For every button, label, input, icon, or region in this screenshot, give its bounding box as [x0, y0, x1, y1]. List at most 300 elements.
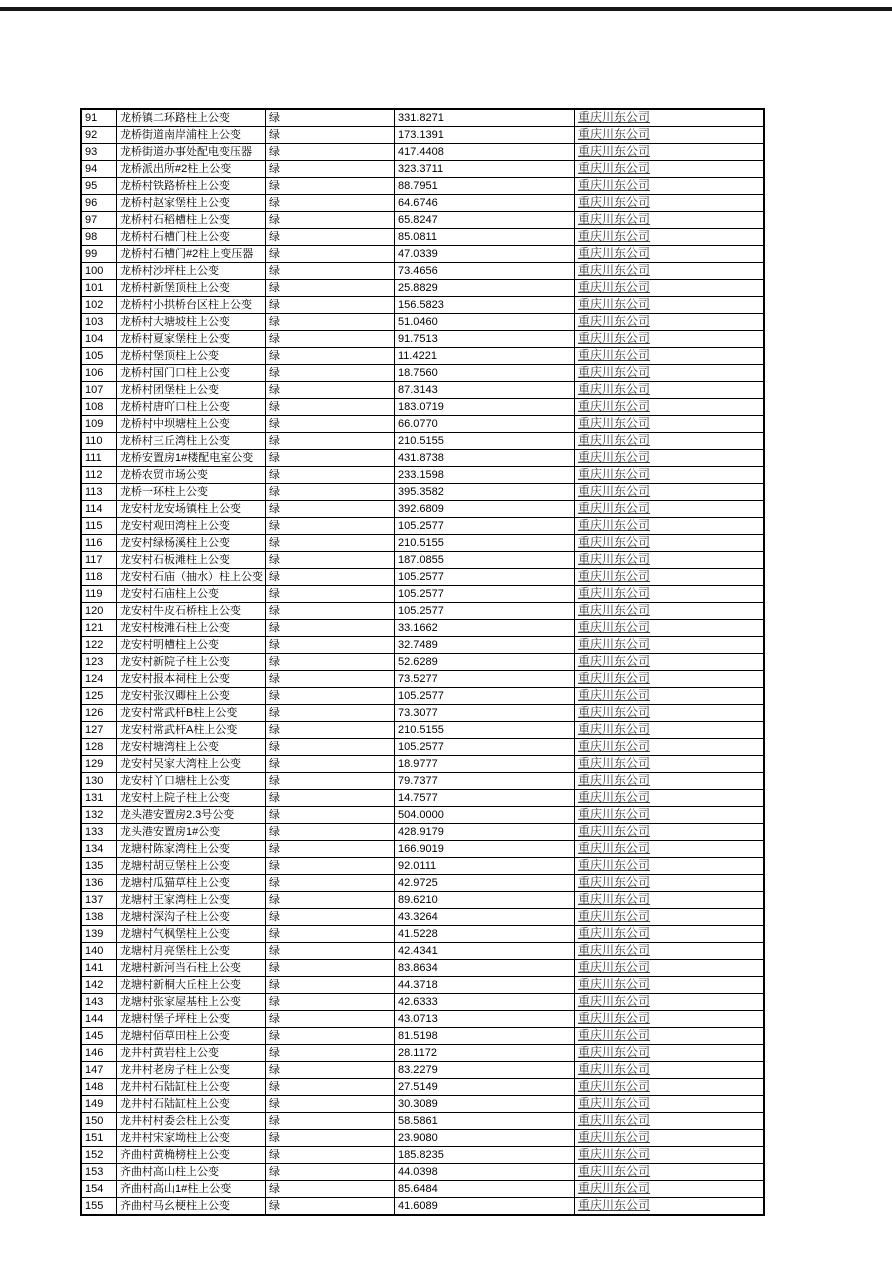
status-cell: 绿: [266, 382, 395, 399]
name-cell: 龙头港安置房1#公变: [117, 824, 266, 841]
table-row: [81, 1096, 764, 1113]
name-cell: 龙桥村国门口柱上公变: [117, 365, 266, 382]
company-link[interactable]: 重庆川东公司: [578, 127, 651, 141]
status-cell: 绿: [266, 178, 395, 195]
value-cell: 85.6484: [395, 1181, 575, 1198]
name-cell: 龙桥村夏家堡柱上公变: [117, 331, 266, 348]
status-cell: 绿: [266, 858, 395, 875]
company-link[interactable]: 重庆川东公司: [578, 1198, 651, 1212]
company-link[interactable]: 重庆川东公司: [578, 909, 651, 923]
row-number-cell: 113: [81, 484, 117, 501]
value-cell: 65.8247: [395, 212, 575, 229]
company-cell: [575, 1096, 765, 1113]
value-cell: 105.2577: [395, 586, 575, 603]
company-cell: [575, 195, 765, 212]
table-row: [81, 807, 764, 824]
row-number-cell: 103: [81, 314, 117, 331]
table-row: [81, 671, 764, 688]
status-cell: 绿: [266, 229, 395, 246]
value-cell: 42.9725: [395, 875, 575, 892]
value-cell: 47.0339: [395, 246, 575, 263]
status-cell: 绿: [266, 1198, 395, 1216]
row-number-cell: 110: [81, 433, 117, 450]
table-row: [81, 569, 764, 586]
table-row: [81, 263, 764, 280]
company-link[interactable]: 重庆川东公司: [578, 841, 651, 855]
table-row: [81, 1079, 764, 1096]
company-link[interactable]: 重庆川东公司: [578, 1181, 651, 1195]
row-number-cell: 94: [81, 161, 117, 178]
status-cell: 绿: [266, 739, 395, 756]
company-link[interactable]: 重庆川东公司: [578, 875, 651, 889]
table-row: [81, 637, 764, 654]
value-cell: 41.6089: [395, 1198, 575, 1216]
company-link[interactable]: 重庆川东公司: [578, 1045, 651, 1059]
company-link[interactable]: 重庆川东公司: [578, 501, 651, 515]
company-link[interactable]: 重庆川东公司: [578, 246, 651, 260]
row-number-cell: 106: [81, 365, 117, 382]
row-number-cell: 142: [81, 977, 117, 994]
name-cell: 龙安村梭滩石柱上公变: [117, 620, 266, 637]
value-cell: 392.6809: [395, 501, 575, 518]
value-cell: 105.2577: [395, 569, 575, 586]
row-number-cell: 107: [81, 382, 117, 399]
table-row: [81, 603, 764, 620]
company-cell: [575, 637, 765, 654]
company-link[interactable]: 重庆川东公司: [578, 807, 651, 821]
table-row: [81, 909, 764, 926]
value-cell: 28.1172: [395, 1045, 575, 1062]
row-number-cell: 93: [81, 144, 117, 161]
row-number-cell: 136: [81, 875, 117, 892]
value-cell: 417.4408: [395, 144, 575, 161]
table-row: [81, 331, 764, 348]
company-cell: [575, 756, 765, 773]
company-cell: [575, 620, 765, 637]
status-cell: 绿: [266, 892, 395, 909]
table-row: [81, 229, 764, 246]
company-cell: [575, 1079, 765, 1096]
name-cell: 龙井村宋家坳柱上公变: [117, 1130, 266, 1147]
company-link[interactable]: 重庆川东公司: [578, 773, 651, 787]
company-link[interactable]: 重庆川东公司: [578, 467, 651, 481]
name-cell: 龙桥村石槽门#2柱上变压器: [117, 246, 266, 263]
company-link[interactable]: 重庆川东公司: [578, 416, 651, 430]
status-cell: 绿: [266, 1028, 395, 1045]
name-cell: 龙安村丫口塘柱上公变: [117, 773, 266, 790]
name-cell: 龙塘村瓜猫草柱上公变: [117, 875, 266, 892]
value-cell: 27.5149: [395, 1079, 575, 1096]
status-cell: 绿: [266, 1011, 395, 1028]
company-cell: [575, 943, 765, 960]
company-cell: [575, 535, 765, 552]
company-link[interactable]: 重庆川东公司: [578, 399, 651, 413]
company-link[interactable]: 重庆川东公司: [578, 926, 651, 940]
value-cell: 187.0855: [395, 552, 575, 569]
company-cell: [575, 263, 765, 280]
table-row: [81, 1164, 764, 1181]
company-link[interactable]: 重庆川东公司: [578, 552, 651, 566]
value-cell: 41.5228: [395, 926, 575, 943]
status-cell: 绿: [266, 195, 395, 212]
company-link[interactable]: 重庆川东公司: [578, 569, 651, 583]
company-cell: [575, 705, 765, 722]
company-link[interactable]: 重庆川东公司: [578, 977, 651, 991]
company-cell: [575, 654, 765, 671]
status-cell: 绿: [266, 297, 395, 314]
name-cell: 龙安村塘湾柱上公变: [117, 739, 266, 756]
table-row: [81, 739, 764, 756]
status-cell: 绿: [266, 943, 395, 960]
table-row: [81, 127, 764, 144]
row-number-cell: 144: [81, 1011, 117, 1028]
row-number-cell: 149: [81, 1096, 117, 1113]
name-cell: 龙桥村沙坪柱上公变: [117, 263, 266, 280]
company-cell: [575, 382, 765, 399]
company-link[interactable]: 重庆川东公司: [578, 1147, 651, 1161]
company-cell: [575, 671, 765, 688]
table-row: [81, 450, 764, 467]
table-row: [81, 722, 764, 739]
table-row: [81, 790, 764, 807]
company-link[interactable]: 重庆川东公司: [578, 637, 651, 651]
company-cell: [575, 722, 765, 739]
table-row: [81, 467, 764, 484]
status-cell: 绿: [266, 1113, 395, 1130]
table-row: [81, 756, 764, 773]
status-cell: 绿: [266, 161, 395, 178]
name-cell: 龙井村老房子柱上公变: [117, 1062, 266, 1079]
status-cell: 绿: [266, 416, 395, 433]
row-number-cell: 138: [81, 909, 117, 926]
table-row: [81, 246, 764, 263]
value-cell: 43.0713: [395, 1011, 575, 1028]
company-link[interactable]: 重庆川东公司: [578, 484, 651, 498]
status-cell: 绿: [266, 263, 395, 280]
row-number-cell: 128: [81, 739, 117, 756]
name-cell: 龙安村上院子柱上公变: [117, 790, 266, 807]
value-cell: 89.6210: [395, 892, 575, 909]
name-cell: 龙桥村石槽门柱上公变: [117, 229, 266, 246]
company-cell: [575, 1011, 765, 1028]
row-number-cell: 114: [81, 501, 117, 518]
name-cell: 龙塘村张家屋基柱上公变: [117, 994, 266, 1011]
company-link[interactable]: 重庆川东公司: [578, 382, 651, 396]
company-link[interactable]: 重庆川东公司: [578, 739, 651, 753]
table-row: [81, 841, 764, 858]
value-cell: 58.5861: [395, 1113, 575, 1130]
name-cell: 龙井村石陆缸柱上公变: [117, 1096, 266, 1113]
company-cell: [575, 161, 765, 178]
name-cell: 龙安村新院子柱上公变: [117, 654, 266, 671]
value-cell: 18.9777: [395, 756, 575, 773]
table-row: [81, 620, 764, 637]
status-cell: 绿: [266, 756, 395, 773]
company-link[interactable]: 重庆川东公司: [578, 178, 651, 192]
company-link[interactable]: 重庆川东公司: [578, 535, 651, 549]
name-cell: 龙安村石板滩柱上公变: [117, 552, 266, 569]
company-link[interactable]: 重庆川东公司: [578, 1113, 651, 1127]
company-cell: [575, 365, 765, 382]
company-link[interactable]: 重庆川东公司: [578, 1028, 651, 1042]
company-cell: [575, 399, 765, 416]
company-cell: [575, 807, 765, 824]
name-cell: 龙塘村气枫堡柱上公变: [117, 926, 266, 943]
status-cell: 绿: [266, 977, 395, 994]
row-number-cell: 115: [81, 518, 117, 535]
name-cell: 龙桥村小拱桥台区柱上公变: [117, 297, 266, 314]
row-number-cell: 121: [81, 620, 117, 637]
row-number-cell: 116: [81, 535, 117, 552]
company-link[interactable]: 重庆川东公司: [578, 229, 651, 243]
table-row: [81, 195, 764, 212]
row-number-cell: 143: [81, 994, 117, 1011]
company-link[interactable]: 重庆川东公司: [578, 518, 651, 532]
company-cell: [575, 109, 765, 127]
status-cell: 绿: [266, 501, 395, 518]
value-cell: 183.0719: [395, 399, 575, 416]
company-cell: [575, 977, 765, 994]
company-link[interactable]: 重庆川东公司: [578, 705, 651, 719]
company-link[interactable]: 重庆川东公司: [578, 586, 651, 600]
company-cell: [575, 331, 765, 348]
company-cell: [575, 314, 765, 331]
name-cell: 龙桥村中坝塘柱上公变: [117, 416, 266, 433]
company-link[interactable]: 重庆川东公司: [578, 365, 651, 379]
row-number-cell: 137: [81, 892, 117, 909]
company-cell: [575, 824, 765, 841]
company-link[interactable]: 重庆川东公司: [578, 994, 651, 1008]
table-row: [81, 1147, 764, 1164]
row-number-cell: 129: [81, 756, 117, 773]
company-link[interactable]: 重庆川东公司: [578, 1079, 651, 1093]
row-number-cell: 152: [81, 1147, 117, 1164]
name-cell: 龙井村黄岩柱上公变: [117, 1045, 266, 1062]
value-cell: 504.0000: [395, 807, 575, 824]
status-cell: 绿: [266, 314, 395, 331]
name-cell: 龙井村石陆缸柱上公变: [117, 1079, 266, 1096]
value-cell: 156.5823: [395, 297, 575, 314]
row-number-cell: 96: [81, 195, 117, 212]
status-cell: 绿: [266, 773, 395, 790]
status-cell: 绿: [266, 790, 395, 807]
company-link[interactable]: 重庆川东公司: [578, 654, 651, 668]
company-link[interactable]: 重庆川东公司: [578, 1130, 651, 1144]
company-link[interactable]: 重庆川东公司: [578, 297, 651, 311]
company-link[interactable]: 重庆川东公司: [578, 756, 651, 770]
company-link[interactable]: 重庆川东公司: [578, 263, 651, 277]
table-row: [81, 926, 764, 943]
name-cell: 龙塘村新河当石柱上公变: [117, 960, 266, 977]
status-cell: 绿: [266, 824, 395, 841]
company-link[interactable]: 重庆川东公司: [578, 195, 651, 209]
row-number-cell: 120: [81, 603, 117, 620]
company-cell: [575, 501, 765, 518]
row-number-cell: 100: [81, 263, 117, 280]
name-cell: 龙桥村唐吖口柱上公变: [117, 399, 266, 416]
name-cell: 龙塘村王家湾柱上公变: [117, 892, 266, 909]
name-cell: 齐曲村高山1#柱上公变: [117, 1181, 266, 1198]
company-link[interactable]: 重庆川东公司: [578, 212, 651, 226]
row-number-cell: 151: [81, 1130, 117, 1147]
company-cell: [575, 280, 765, 297]
name-cell: 龙安村石庙（抽水）柱上公变: [117, 569, 266, 586]
value-cell: 88.7951: [395, 178, 575, 195]
company-cell: [575, 297, 765, 314]
company-cell: [575, 467, 765, 484]
name-cell: 龙桥村赵家堡柱上公变: [117, 195, 266, 212]
status-cell: 绿: [266, 1130, 395, 1147]
page-top-border: [0, 7, 892, 11]
status-cell: 绿: [266, 552, 395, 569]
row-number-cell: 102: [81, 297, 117, 314]
name-cell: 龙桥村铁路桥柱上公变: [117, 178, 266, 195]
value-cell: 173.1391: [395, 127, 575, 144]
company-link[interactable]: 重庆川东公司: [578, 314, 651, 328]
company-cell: [575, 892, 765, 909]
company-link[interactable]: 重庆川东公司: [578, 790, 651, 804]
status-cell: 绿: [266, 705, 395, 722]
table-row: [81, 416, 764, 433]
company-link[interactable]: 重庆川东公司: [578, 1096, 651, 1110]
status-cell: 绿: [266, 484, 395, 501]
company-link[interactable]: 重庆川东公司: [578, 161, 651, 175]
value-cell: 81.5198: [395, 1028, 575, 1045]
company-link[interactable]: 重庆川东公司: [578, 1011, 651, 1025]
table-row: [81, 824, 764, 841]
status-cell: 绿: [266, 348, 395, 365]
value-cell: 323.3711: [395, 161, 575, 178]
row-number-cell: 150: [81, 1113, 117, 1130]
row-number-cell: 119: [81, 586, 117, 603]
company-cell: [575, 858, 765, 875]
company-link[interactable]: 重庆川东公司: [578, 433, 651, 447]
table-row: [81, 161, 764, 178]
company-link[interactable]: 重庆川东公司: [578, 331, 651, 345]
company-cell: [575, 246, 765, 263]
value-cell: 44.0398: [395, 1164, 575, 1181]
company-cell: [575, 875, 765, 892]
name-cell: 龙桥村大塘坡柱上公变: [117, 314, 266, 331]
name-cell: 龙桥村石稻槽柱上公变: [117, 212, 266, 229]
table-row: [81, 858, 764, 875]
value-cell: 32.7489: [395, 637, 575, 654]
company-cell: [575, 1028, 765, 1045]
table-row: [81, 705, 764, 722]
company-cell: [575, 569, 765, 586]
table-row: [81, 297, 764, 314]
company-link[interactable]: 重庆川东公司: [578, 348, 651, 362]
row-number-cell: 97: [81, 212, 117, 229]
company-cell: [575, 994, 765, 1011]
status-cell: 绿: [266, 518, 395, 535]
company-link[interactable]: 重庆川东公司: [578, 858, 651, 872]
value-cell: 52.6289: [395, 654, 575, 671]
status-cell: 绿: [266, 722, 395, 739]
company-link[interactable]: 重庆川东公司: [578, 1164, 651, 1178]
row-number-cell: 122: [81, 637, 117, 654]
company-link[interactable]: 重庆川东公司: [578, 688, 651, 702]
company-cell: [575, 450, 765, 467]
row-number-cell: 123: [81, 654, 117, 671]
company-cell: [575, 773, 765, 790]
name-cell: 龙安村常武杆B柱上公变: [117, 705, 266, 722]
value-cell: 51.0460: [395, 314, 575, 331]
company-link[interactable]: 重庆川东公司: [578, 144, 651, 158]
table-row: [81, 943, 764, 960]
company-link[interactable]: 重庆川东公司: [578, 892, 651, 906]
name-cell: 龙桥派出所#2柱上公变: [117, 161, 266, 178]
value-cell: 18.7560: [395, 365, 575, 382]
value-cell: 105.2577: [395, 603, 575, 620]
value-cell: 83.8634: [395, 960, 575, 977]
company-link[interactable]: 重庆川东公司: [578, 722, 651, 736]
status-cell: 绿: [266, 586, 395, 603]
company-link[interactable]: 重庆川东公司: [578, 960, 651, 974]
table-body: [81, 109, 764, 1215]
company-link[interactable]: 重庆川东公司: [578, 280, 651, 294]
name-cell: 龙安村龙安场镇柱上公变: [117, 501, 266, 518]
status-cell: 绿: [266, 1062, 395, 1079]
table-row: [81, 654, 764, 671]
company-link[interactable]: 重庆川东公司: [578, 943, 651, 957]
name-cell: 龙桥村新堡顶柱上公变: [117, 280, 266, 297]
company-cell: [575, 1130, 765, 1147]
status-cell: 绿: [266, 994, 395, 1011]
name-cell: 龙塘村佰草田柱上公变: [117, 1028, 266, 1045]
row-number-cell: 139: [81, 926, 117, 943]
table-row: [81, 212, 764, 229]
company-cell: [575, 484, 765, 501]
status-cell: 绿: [266, 875, 395, 892]
value-cell: 92.0111: [395, 858, 575, 875]
table-row: [81, 109, 764, 127]
value-cell: 66.0770: [395, 416, 575, 433]
name-cell: 龙桥农贸市场公变: [117, 467, 266, 484]
status-cell: 绿: [266, 637, 395, 654]
row-number-cell: 118: [81, 569, 117, 586]
table-row: [81, 518, 764, 535]
company-cell: [575, 1045, 765, 1062]
company-link[interactable]: 重庆川东公司: [578, 450, 651, 464]
company-link[interactable]: 重庆川东公司: [578, 671, 651, 685]
name-cell: 龙桥村团堡柱上公变: [117, 382, 266, 399]
company-link[interactable]: 重庆川东公司: [578, 603, 651, 617]
company-cell: [575, 1062, 765, 1079]
status-cell: 绿: [266, 467, 395, 484]
status-cell: 绿: [266, 654, 395, 671]
name-cell: 龙安村牛皮石桥柱上公变: [117, 603, 266, 620]
company-cell: [575, 1113, 765, 1130]
name-cell: 齐曲村马幺梗柱上公变: [117, 1198, 266, 1216]
company-cell: [575, 841, 765, 858]
company-link[interactable]: 重庆川东公司: [578, 824, 651, 838]
status-cell: 绿: [266, 212, 395, 229]
table-row: [81, 552, 764, 569]
row-number-cell: 141: [81, 960, 117, 977]
company-link[interactable]: 重庆川东公司: [578, 620, 651, 634]
row-number-cell: 146: [81, 1045, 117, 1062]
table-row: [81, 144, 764, 161]
status-cell: 绿: [266, 1181, 395, 1198]
table-row: [81, 586, 764, 603]
status-cell: 绿: [266, 399, 395, 416]
company-link[interactable]: 重庆川东公司: [578, 1062, 651, 1076]
company-link[interactable]: 重庆川东公司: [578, 110, 651, 124]
table-row: [81, 314, 764, 331]
status-cell: 绿: [266, 841, 395, 858]
company-cell: [575, 960, 765, 977]
